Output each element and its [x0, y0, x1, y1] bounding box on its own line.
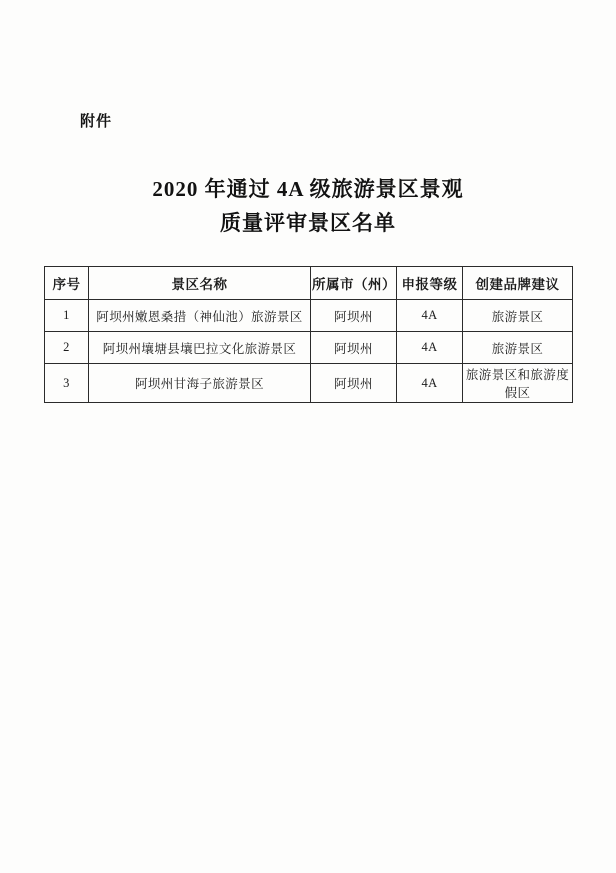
- cell-index: 2: [45, 332, 89, 364]
- cell-city: 阿坝州: [311, 332, 397, 364]
- cell-level: 4A: [397, 332, 463, 364]
- column-header-brand: 创建品牌建议: [463, 267, 573, 300]
- page-title: [0, 172, 616, 240]
- cell-name: 阿坝州甘海子旅游景区: [89, 364, 311, 403]
- column-header-index: 序号: [45, 267, 89, 300]
- table-row: [45, 332, 573, 364]
- column-header-level: 申报等级: [397, 267, 463, 300]
- table-row: [45, 364, 573, 403]
- column-header-city: 所属市（州）: [311, 267, 397, 300]
- table-row: [45, 300, 573, 332]
- table-header-row: [45, 267, 573, 300]
- cell-name: 阿坝州壤塘县壤巴拉文化旅游景区: [89, 332, 311, 364]
- cell-level: 4A: [397, 364, 463, 403]
- cell-city: 阿坝州: [311, 300, 397, 332]
- cell-brand: 旅游景区: [463, 300, 573, 332]
- cell-city: 阿坝州: [311, 364, 397, 403]
- cell-index: 3: [45, 364, 89, 403]
- cell-level: 4A: [397, 300, 463, 332]
- cell-index: 1: [45, 300, 89, 332]
- column-header-name: 景区名称: [89, 267, 311, 300]
- scenic-area-table: [44, 266, 573, 403]
- cell-name: 阿坝州嫩恩桑措（神仙池）旅游景区: [89, 300, 311, 332]
- cell-brand: 旅游景区: [463, 332, 573, 364]
- page-title-line-2: 质量评审景区名单: [220, 211, 396, 235]
- attachment-label: 附件: [80, 114, 113, 130]
- page-title-line-1: 2020 年通过 4A 级旅游景区景观: [152, 177, 464, 201]
- cell-brand: 旅游景区和旅游度假区: [463, 364, 573, 403]
